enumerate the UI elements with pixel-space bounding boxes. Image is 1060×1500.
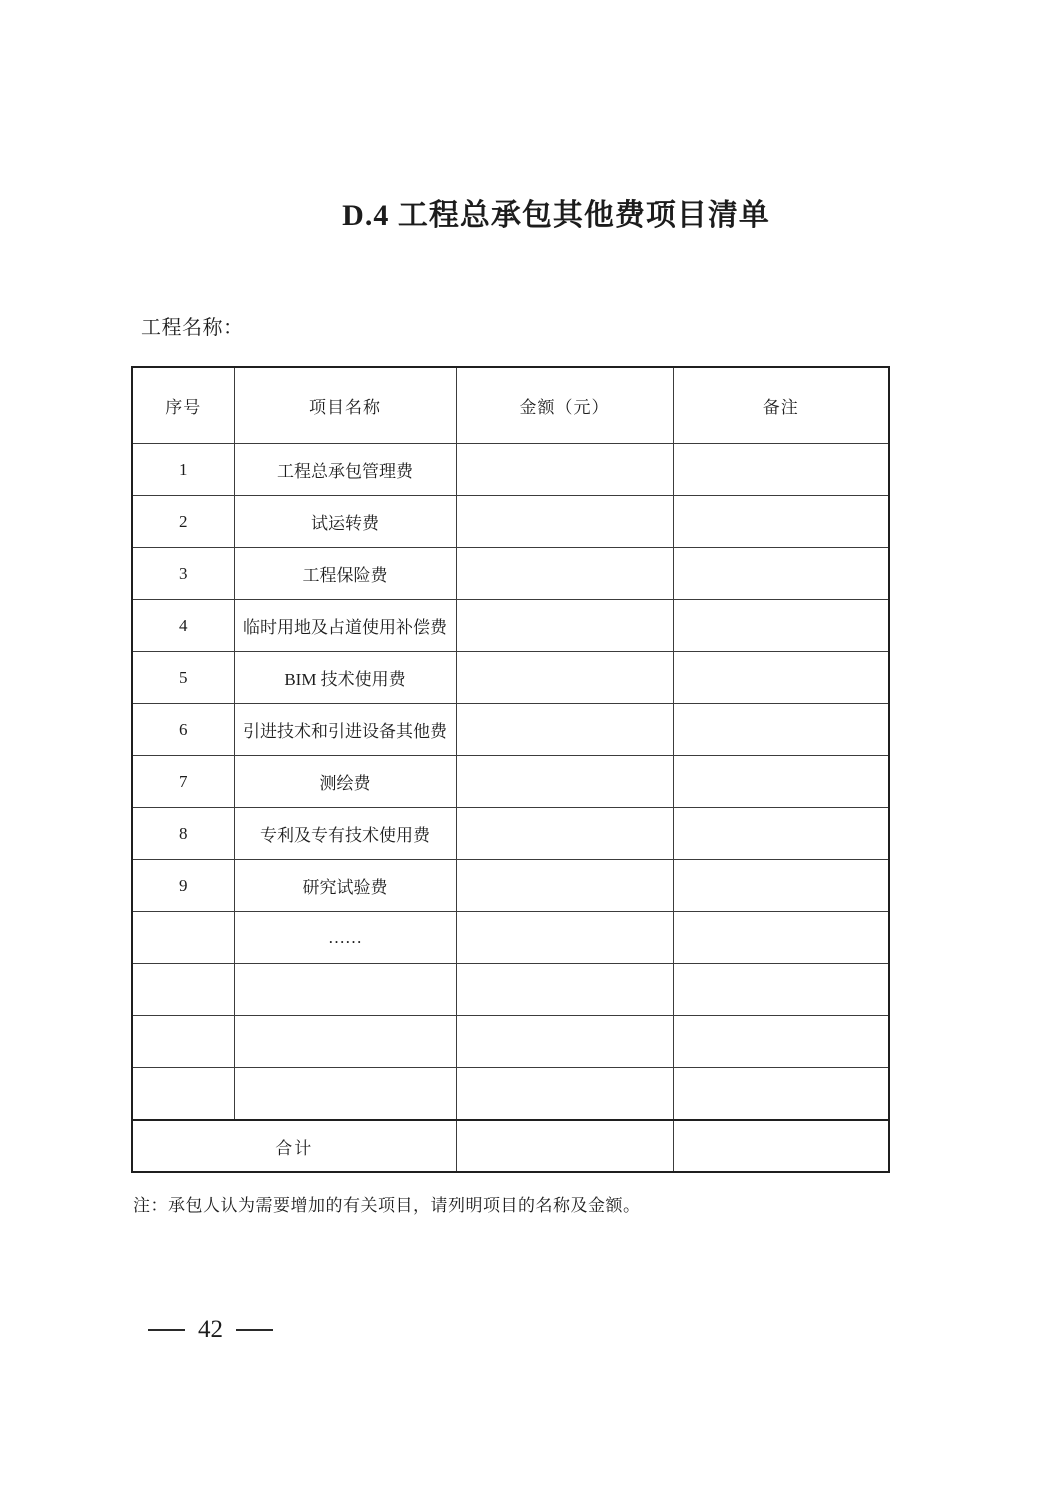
- cell-no: [132, 1016, 234, 1068]
- total-label: 合计: [132, 1120, 456, 1172]
- table-row: [132, 652, 889, 704]
- cell-name: 临时用地及占道使用补偿费: [234, 600, 456, 652]
- cell-no: 7: [132, 756, 234, 808]
- project-name-label: 工程名称：: [141, 317, 244, 339]
- cell-no: [132, 964, 234, 1016]
- table-row: [132, 756, 889, 808]
- page-number-value: 42: [198, 1316, 223, 1343]
- total-remark: [673, 1120, 889, 1172]
- cell-no: 6: [132, 704, 234, 756]
- footnote: 注：承包人认为需要增加的有关项目，请列明项目的名称及金额。: [133, 1196, 641, 1215]
- cell-no: 4: [132, 600, 234, 652]
- cell-no: 5: [132, 652, 234, 704]
- table-row: [132, 704, 889, 756]
- cell-amount: [456, 964, 673, 1016]
- cell-remark: [673, 1068, 889, 1121]
- table-row: [132, 548, 889, 600]
- cell-no: [132, 1068, 234, 1121]
- cell-name: 专利及专有技术使用费: [234, 808, 456, 860]
- table-row: [132, 600, 889, 652]
- cell-amount: [456, 496, 673, 548]
- cell-no: 1: [132, 444, 234, 496]
- cell-name: 研究试验费: [234, 860, 456, 912]
- cell-name: 试运转费: [234, 496, 456, 548]
- cell-remark: [673, 600, 889, 652]
- cell-name: ……: [234, 912, 456, 964]
- table-row-empty: [132, 1016, 889, 1068]
- table-row-empty: [132, 964, 889, 1016]
- cell-remark: [673, 964, 889, 1016]
- header-remark: 备注: [673, 367, 889, 444]
- cell-name: [234, 1068, 456, 1121]
- cell-amount: [456, 912, 673, 964]
- cell-name: [234, 1016, 456, 1068]
- total-amount: [456, 1120, 673, 1172]
- cell-name: 测绘费: [234, 756, 456, 808]
- table-row: [132, 496, 889, 548]
- cell-remark: [673, 704, 889, 756]
- cell-no: 8: [132, 808, 234, 860]
- cell-amount: [456, 1016, 673, 1068]
- header-amount: 金额（元）: [456, 367, 673, 444]
- cell-no: [132, 912, 234, 964]
- cell-name: 工程总承包管理费: [234, 444, 456, 496]
- page-number-dash-left: [148, 1329, 185, 1331]
- table-row: [132, 444, 889, 496]
- page-number-dash-right: [236, 1329, 273, 1331]
- cell-amount: [456, 860, 673, 912]
- table-total-row: [132, 1120, 889, 1172]
- table-row: [132, 860, 889, 912]
- cell-remark: [673, 652, 889, 704]
- cell-amount: [456, 652, 673, 704]
- cell-remark: [673, 912, 889, 964]
- cell-remark: [673, 860, 889, 912]
- table-header-row: [132, 367, 889, 444]
- cell-no: 9: [132, 860, 234, 912]
- cell-remark: [673, 808, 889, 860]
- table-row: [132, 808, 889, 860]
- cell-amount: [456, 756, 673, 808]
- cell-name: 工程保险费: [234, 548, 456, 600]
- cell-amount: [456, 444, 673, 496]
- cell-amount: [456, 704, 673, 756]
- cell-no: 3: [132, 548, 234, 600]
- header-no: 序号: [132, 367, 234, 444]
- cell-remark: [673, 496, 889, 548]
- fee-items-table: [131, 366, 890, 1173]
- cell-amount: [456, 548, 673, 600]
- header-name: 项目名称: [234, 367, 456, 444]
- cell-no: 2: [132, 496, 234, 548]
- cell-amount: [456, 808, 673, 860]
- page-title: D.4 工程总承包其他费项目清单: [342, 199, 770, 232]
- table-row-empty: [132, 1068, 889, 1121]
- cell-amount: [456, 1068, 673, 1121]
- cell-remark: [673, 444, 889, 496]
- cell-name: [234, 964, 456, 1016]
- cell-name: BIM 技术使用费: [234, 652, 456, 704]
- cell-remark: [673, 756, 889, 808]
- cell-remark: [673, 1016, 889, 1068]
- cell-amount: [456, 600, 673, 652]
- page-number: [148, 1316, 273, 1344]
- cell-remark: [673, 548, 889, 600]
- table-row-ellipsis: [132, 912, 889, 964]
- cell-name: 引进技术和引进设备其他费: [234, 704, 456, 756]
